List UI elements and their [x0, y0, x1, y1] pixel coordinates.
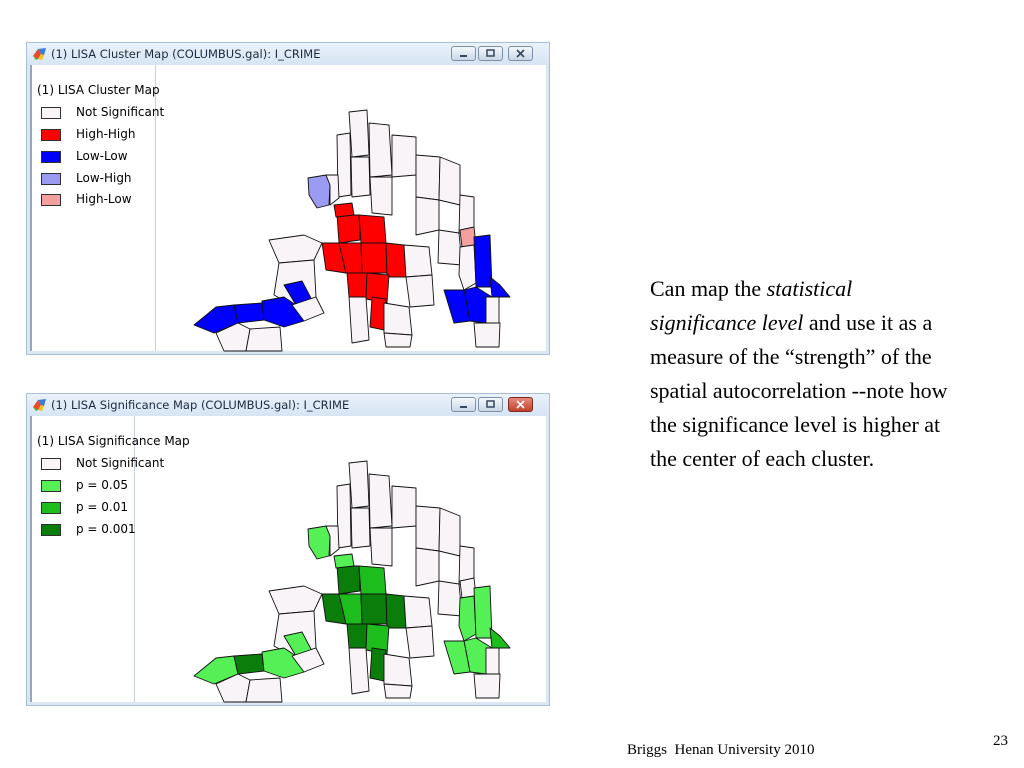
- significance-map-tract-north-1[interactable]: [349, 461, 369, 508]
- significance-map-tract-ne-1[interactable]: [416, 548, 439, 586]
- significance-map-canvas[interactable]: [133, 416, 548, 702]
- cluster-legend-panel: [30, 65, 165, 351]
- legend-swatch: [41, 129, 61, 141]
- legend-swatch: [41, 151, 61, 163]
- significance-map-tract-west-ns-2[interactable]: [246, 678, 282, 702]
- minimize-button[interactable]: [451, 46, 476, 61]
- significance-map-tract-center-hh-3[interactable]: [359, 566, 386, 594]
- significance-legend-title: (1) LISA Significance Map: [37, 434, 190, 448]
- significance-map-tract-c-ns-2[interactable]: [406, 626, 434, 658]
- significance-map-tract-e-2[interactable]: [486, 648, 499, 674]
- significance-map-window: [26, 393, 550, 706]
- significance-map-tract-e-lowlow-1[interactable]: [474, 586, 492, 638]
- minimize-icon: [458, 401, 469, 409]
- maximize-button[interactable]: [478, 46, 503, 61]
- significance-map-tract-center-hh-6[interactable]: [386, 594, 406, 628]
- slide-text-emphasis: statistical significance level: [650, 276, 853, 335]
- significance-map-tract-nw-lowhigh[interactable]: [308, 526, 330, 559]
- significance-map-tract-mid-1[interactable]: [351, 508, 370, 548]
- slide-page-number: 23: [993, 733, 1008, 749]
- significance-map-tract-s-ns-3[interactable]: [384, 684, 412, 698]
- cluster-map-tract-e-lowlow-1[interactable]: [474, 235, 492, 287]
- cluster-map-tract-center-hh-10[interactable]: [334, 203, 354, 217]
- cluster-map-tract-mid-2[interactable]: [370, 177, 392, 215]
- legend-label: Not Significant: [76, 105, 165, 119]
- significance-map-tract-center-hh-7[interactable]: [347, 624, 367, 648]
- cluster-map-client: [30, 65, 546, 351]
- slide-text-after: and use it as a measure of the “strength” of the spatial autocorrelation --note how the significance level is higher at the center of each cluster.: [650, 310, 948, 471]
- significance-map-tract-e-lowlow-2[interactable]: [490, 628, 510, 648]
- geoda-app-icon: [32, 47, 47, 61]
- legend-label: High-High: [76, 127, 136, 141]
- cluster-legend-title: (1) LISA Cluster Map: [37, 83, 160, 97]
- significance-map-tract-north-2[interactable]: [369, 474, 392, 528]
- slide-text-before: Can map the: [650, 276, 767, 301]
- significance-map-tract-north-3[interactable]: [392, 486, 416, 528]
- cluster-map-tract-center-hh-1[interactable]: [337, 215, 360, 243]
- minimize-icon: [458, 50, 469, 58]
- legend-label: p = 0.01: [76, 500, 129, 514]
- slide-footer: Briggs Henan University 2010: [627, 742, 815, 758]
- cluster-map-tract-ne-1[interactable]: [416, 197, 439, 235]
- significance-map-tract-se-1[interactable]: [474, 674, 500, 698]
- close-icon: [515, 49, 526, 58]
- cluster-map-tract-north-1[interactable]: [349, 110, 369, 157]
- legend-swatch: [41, 173, 61, 185]
- cluster-map-tract-w-ns-1[interactable]: [269, 235, 322, 263]
- cluster-map-canvas[interactable]: [154, 65, 548, 351]
- cluster-map-tract-center-hh-3[interactable]: [359, 215, 386, 243]
- cluster-map-tract-mid-1[interactable]: [351, 157, 370, 197]
- cluster-map-tract-north-3[interactable]: [392, 135, 416, 177]
- cluster-map-tract-e-2[interactable]: [486, 297, 499, 323]
- legend-swatch: [41, 480, 61, 492]
- cluster-map-tract-ne-4[interactable]: [438, 230, 462, 265]
- legend-swatch: [41, 107, 61, 119]
- significance-map-tract-s-ns-1[interactable]: [349, 648, 369, 694]
- cluster-map-tract-north-2[interactable]: [369, 123, 392, 177]
- significance-map-tract-center-hh-1[interactable]: [337, 566, 360, 594]
- legend-label: Not Significant: [76, 456, 165, 470]
- maximize-button[interactable]: [478, 397, 503, 412]
- legend-swatch: [41, 194, 61, 206]
- close-icon: [515, 400, 526, 409]
- significance-map-titlebar[interactable]: [27, 394, 549, 416]
- significance-map-tract-c-ns-1[interactable]: [404, 596, 432, 628]
- cluster-map-tract-center-hh-7[interactable]: [347, 273, 367, 297]
- cluster-map-tract-center-hh-6[interactable]: [386, 243, 406, 277]
- legend-label: p = 0.05: [76, 478, 129, 492]
- legend-swatch: [41, 458, 61, 470]
- legend-label: Low-Low: [76, 149, 128, 163]
- significance-map-title: (1) LISA Significance Map (COLUMBUS.gal): I_CRIME: [51, 398, 350, 412]
- minimize-button[interactable]: [451, 397, 476, 412]
- legend-label: High-Low: [76, 192, 132, 206]
- significance-map-tract-e-1[interactable]: [459, 596, 476, 641]
- cluster-map-tract-center-hh-5[interactable]: [361, 243, 387, 273]
- cluster-map-tract-c-ns-2[interactable]: [406, 275, 434, 307]
- significance-map-tract-west-ll-2[interactable]: [234, 654, 264, 674]
- significance-legend-panel: [30, 416, 190, 702]
- geoda-app-icon: [32, 398, 47, 412]
- maximize-icon: [485, 400, 496, 409]
- cluster-map-title: (1) LISA Cluster Map (COLUMBUS.gal): I_CRIME: [51, 47, 321, 61]
- maximize-icon: [485, 49, 496, 58]
- cluster-map-tract-nw-1[interactable]: [337, 133, 351, 197]
- cluster-map-titlebar[interactable]: [27, 43, 549, 65]
- significance-map-client: [30, 416, 546, 702]
- cluster-map-tract-north-4[interactable]: [416, 155, 440, 200]
- cluster-map-tract-s-ns-2[interactable]: [384, 303, 412, 335]
- legend-swatch: [41, 502, 61, 514]
- significance-map-tract-w-ns-1[interactable]: [269, 586, 322, 614]
- legend-swatch: [41, 524, 61, 536]
- significance-map-tract-mid-2[interactable]: [370, 528, 392, 566]
- cluster-map-tract-nw-lowhigh[interactable]: [308, 175, 330, 208]
- legend-label: Low-High: [76, 171, 132, 185]
- cluster-map-window: [26, 42, 550, 355]
- significance-map-tract-ne-4[interactable]: [438, 581, 462, 616]
- slide-body-text: [650, 272, 950, 476]
- close-button[interactable]: [508, 46, 533, 61]
- significance-map-tract-ne-2[interactable]: [439, 508, 460, 556]
- cluster-map-tract-ne-2[interactable]: [439, 157, 460, 205]
- cluster-map-tract-se-1[interactable]: [474, 323, 500, 347]
- significance-map-tract-center-hh-5[interactable]: [361, 594, 387, 624]
- cluster-map-tract-e-1[interactable]: [459, 245, 476, 290]
- cluster-map-tract-s-ns-1[interactable]: [349, 297, 369, 343]
- significance-map-tract-north-4[interactable]: [416, 506, 440, 551]
- cluster-map-tract-s-ns-3[interactable]: [384, 333, 412, 347]
- significance-map-tract-center-hh-10[interactable]: [334, 554, 354, 568]
- significance-map-tract-nw-1[interactable]: [337, 484, 351, 548]
- legend-label: p = 0.001: [76, 522, 136, 536]
- cluster-map-tract-e-lowlow-2[interactable]: [490, 277, 510, 297]
- close-button[interactable]: [508, 397, 533, 412]
- significance-map-tract-s-ns-2[interactable]: [384, 654, 412, 686]
- cluster-map-tract-west-ll-2[interactable]: [234, 303, 264, 323]
- cluster-map-tract-c-ns-1[interactable]: [404, 245, 432, 277]
- cluster-map-tract-west-ns-2[interactable]: [246, 327, 282, 351]
